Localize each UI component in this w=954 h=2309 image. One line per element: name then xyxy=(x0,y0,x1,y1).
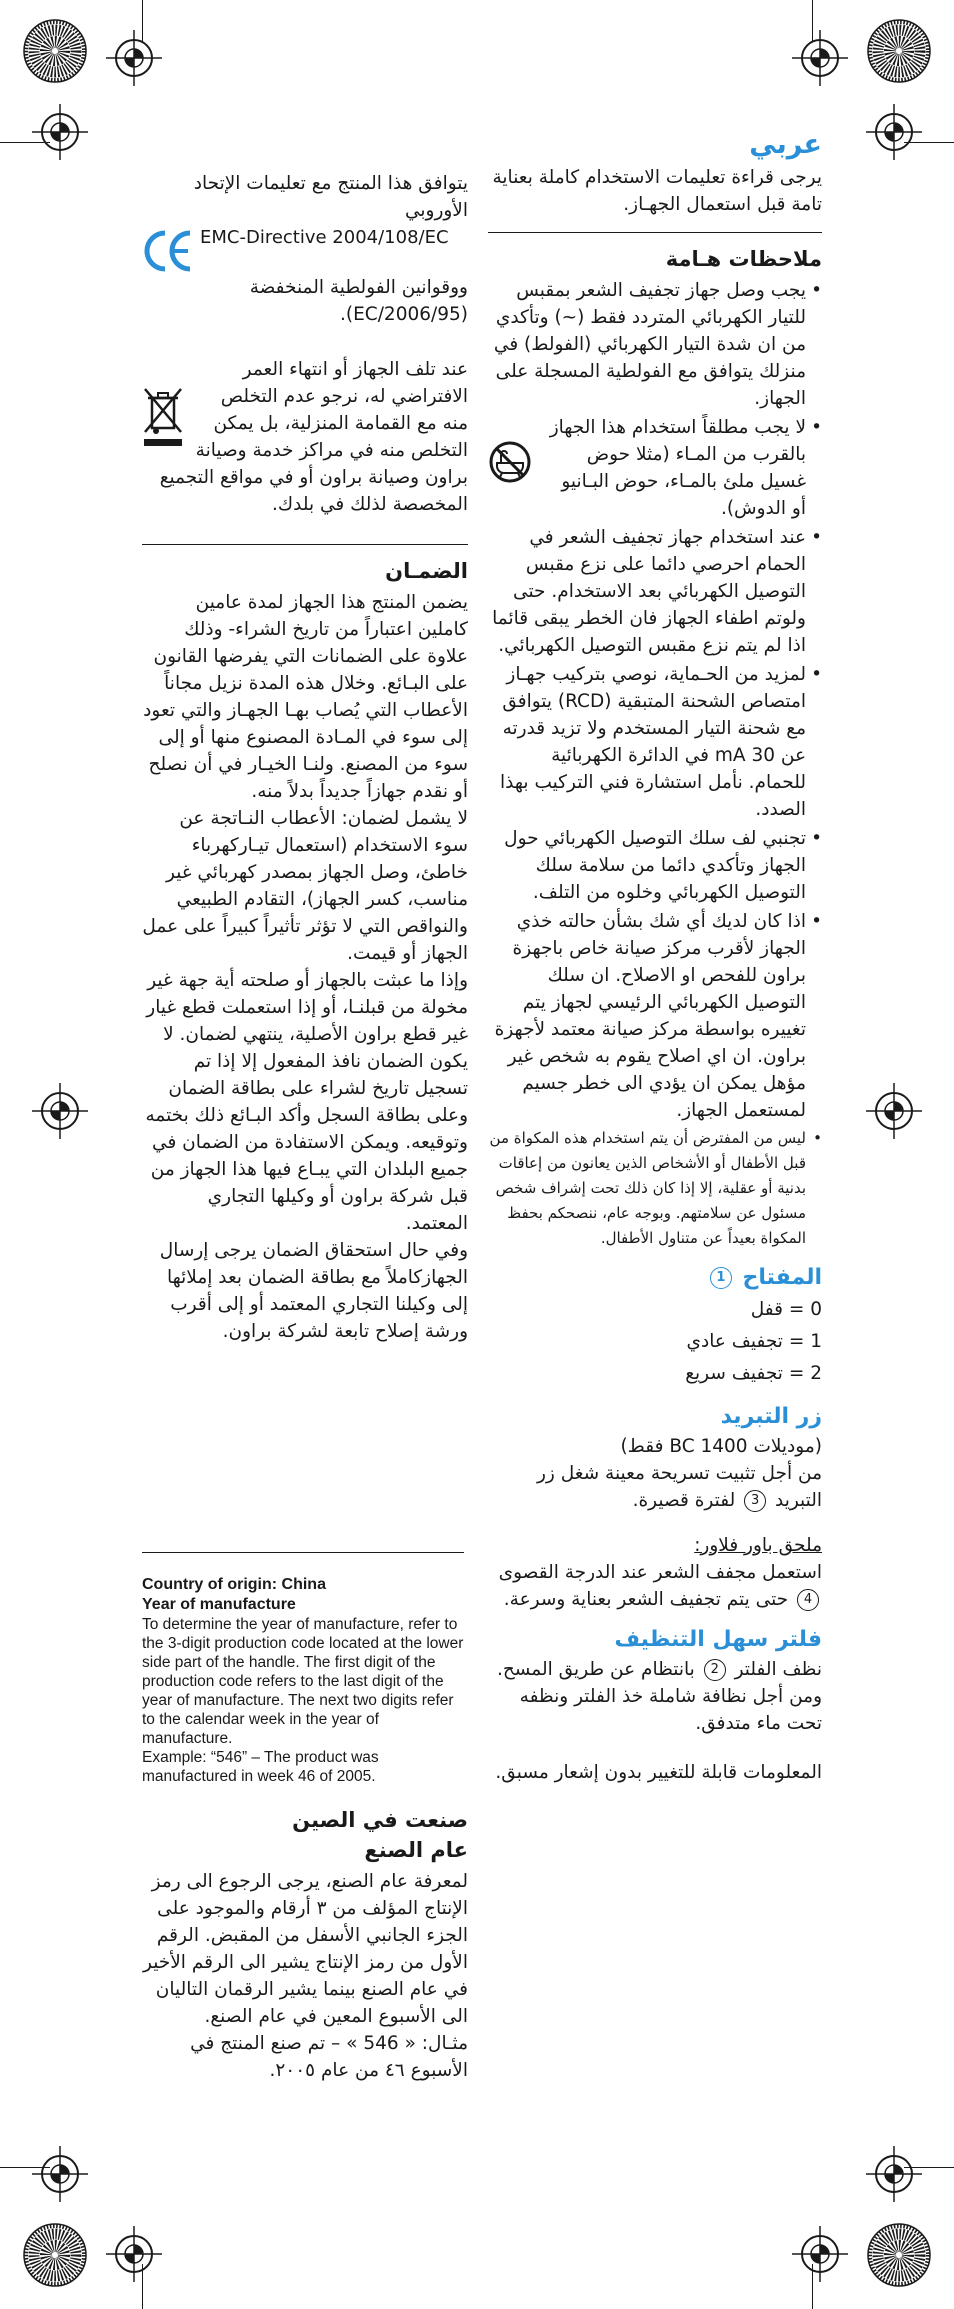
left-column xyxy=(142,170,468,1345)
crossed-bin-icon xyxy=(142,386,184,448)
registration-mark xyxy=(866,2146,922,2202)
registration-mark xyxy=(32,2146,88,2202)
no-bathtub-icon xyxy=(488,440,532,484)
list-item: • ليس من المفترض أن يتم استخدام هذه المكواة من قبل الأطفال أو الأشخاص الذين يعانون من إعاقات بدنية أو عقلية، إلا إذا كان ذلك تحت إشراف شخص مسئول عن سلامتهم. وبوجه عام، ننصحكم بحفظ المكواة بعيداً عن متناول الأطفال. xyxy=(488,1126,822,1251)
important-notes-heading: ملاحظات هـامة xyxy=(665,246,822,271)
country-of-origin-ar: صنعت في الصين xyxy=(292,1808,468,1832)
trim-line xyxy=(904,142,954,143)
divider xyxy=(142,1552,464,1553)
list-item: • يجب وصل جهاز تجفيف الشعر بمقبس للتيار الكهربائي المتردد فقط (~) وتأكدي من ان شدة التيار الكهربائي (الفولط) في منزلك يتوافق مع الفولطية المسجلة على الجهاز. xyxy=(488,277,822,412)
warranty-heading: الضمـان xyxy=(385,559,468,583)
registration-mark xyxy=(866,1083,922,1139)
accessory-label: ملحق باور فلاور: xyxy=(694,1534,822,1556)
low-voltage-directive: (2006/95/EC). xyxy=(339,304,468,325)
trim-line xyxy=(142,0,143,42)
intro-text: يرجى قراءة تعليمات الاستخدام كاملة بعناية تامة قبل استعمال الجهـاز. xyxy=(492,166,822,215)
cool-models: (موديلات BC 1400 فقط) xyxy=(620,1435,822,1457)
filter-heading: فلتر سهل التنظيف xyxy=(614,1626,822,1652)
callout-2-icon: 2 xyxy=(704,1659,726,1681)
registration-mark xyxy=(792,30,848,86)
origin-block-en xyxy=(142,1552,464,1786)
callout-4-icon: 4 xyxy=(797,1589,819,1611)
trim-line xyxy=(0,2167,50,2168)
callout-3-icon: 3 xyxy=(744,1490,766,1512)
star-target-mark xyxy=(22,2222,88,2288)
accessory-text: استعمل مجفف الشعر عند الدرجة القصوى 4 حتى يتم تجفيف الشعر بعناية وسرعة. xyxy=(498,1561,822,1610)
year-of-manufacture-label: Year of manufacture xyxy=(142,1596,296,1613)
filter-text: نظف الفلتر 2 بانتظام عن طريق المسح. xyxy=(496,1658,822,1680)
star-target-mark xyxy=(866,18,932,84)
divider xyxy=(142,544,468,545)
bath-warning-text: لا يجب مطلقاً استخدام هذا الجهاز بالقرب من المـاء (مثلا حوض غسيل ملئ بالمـاء، حوض البـانيو أو الدوش). xyxy=(549,416,806,519)
important-notes-list xyxy=(488,277,822,1251)
warranty-paragraph: وإذا ما عبثت بالجهاز أو صلحته أية جهة غير مخولة من قبلنـا، أو إذا استعملت قطع غيار غير قطع براون الأصلية، ينتهي لضمان. لا يكون الضمان نافذ المفعول إلا إذا تم تسجيل تاريخ لشراء على بطاقة الضمان وعلى بطاقة السجل وأكد البـائع ذلك بختمه وتوقيعه. ويمكن الاستفادة من الضمان في جميع البلدان التي يبـاع فيها هذا الجهاز من قبل شركة براون أو وكيلها التجاري المعتمد. xyxy=(145,970,468,1234)
emc-directive: EMC-Directive 2004/108/EC xyxy=(200,227,449,248)
star-target-mark xyxy=(22,18,88,84)
right-column xyxy=(488,130,822,1786)
star-target-mark xyxy=(866,2222,932,2288)
ce-row xyxy=(142,224,468,274)
warranty-paragraph: يضمن المنتج هذا الجهاز لمدة عامين كاملين اعتباراً من تاريخ الشراء- وذلك علاوة على الضمانات التي يفرضها القانون على البـائع. وخلال هذه المدة نزيل مجاناً الأعطاب التي يُصاب بهـا الجهـاز والتي تعود إلى سوء في المـادة المصنوع منها أو إلى سوء من المصنع. ولنـا الخيـار في أن نصلح أو نقدم جهازاً جديداً بدلاً منه. xyxy=(143,592,468,802)
trim-line xyxy=(812,2264,813,2309)
list-item: • اذا كان لديك أي شك بشأن حالته خذي الجهاز لأقرب مركز صيانة خاص باجهزة براون للفحص او الاصلاح. ان سلك التوصيل الكهربائي الرئيسي لجهاز يتم تغييره بواسطة مركز صيانة معتمد لأجهزة براون. ان اي اصلاح يقوم به شخص غير مؤهل يمكن ان يؤدي الى خطر جسيم لمستعمل الجهاز. xyxy=(488,908,822,1124)
registration-mark xyxy=(32,1083,88,1139)
cool-button-heading: زر التبريد xyxy=(720,1403,822,1429)
production-code-text: To determine the year of manufacture, refer to the 3-digit production code located at the lower side part of the handle. The first digit of the production code refers to the last digit of the year of manufacture. The next two digits refer to the calendar week in the year of manufacture. xyxy=(142,1616,464,1747)
cool-text: من أجل تثبيت تسريحة معينة شغل زر التبريد 3 لفترة قصيرة. xyxy=(536,1462,822,1511)
divider xyxy=(488,232,822,233)
trim-line xyxy=(812,0,813,42)
country-of-origin: Country of origin: China xyxy=(142,1576,326,1593)
switch-setting-normal: 1 = تجفيف عادي xyxy=(686,1330,822,1352)
list-item: • عند استخدام جهاز تجفيف الشعر في الحمام احرصي دائما على نزع مقبس التوصيل الكهربائي بعد الاستخدام. حتى ولوتم اطفاء الجهاز فان الخطر يبقى قائما اذا لم يتم نزع مقبس التوصيل الكهربائي. xyxy=(488,524,822,659)
callout-1-icon: 1 xyxy=(710,1267,732,1289)
trim-line xyxy=(904,2167,954,2168)
registration-mark xyxy=(106,30,162,86)
subject-to-change-note: المعلومات قابلة للتغيير بدون إشعار مسبق. xyxy=(495,1761,822,1783)
origin-block-ar xyxy=(142,1800,468,2084)
trim-line xyxy=(142,2264,143,2309)
compliance-text: يتوافق هذا المنتج مع تعليمات الإتحاد الأوروبي xyxy=(193,173,468,221)
registration-mark xyxy=(106,2226,162,2282)
production-code-text-ar: لمعرفة عام الصنع، يرجى الرجوع الى رمز الإنتاج المؤلف من ٣ أرقام والموجود على الجزء الجانبي الأسفل من المقبض. الرقم الأول من رمز الإنتاج يشير الى الرقم الأخير في عام الصنع بينما يشير الرقمان التاليان الى الأسبوع المعين في عام الصنع. xyxy=(143,1871,468,2027)
ce-mark-icon xyxy=(142,228,194,274)
disposal-text: عند تلف الجهاز أو انتهاء العمر الافتراضي له، نرجو عدم التخلص منه مع القمامة المنزلية، بل يمكن التخلص منه في مراكز خدمة وصيانة براون وصيانة براون أو في مواقع التجميع المخصصة لذلك في بلدك. xyxy=(159,359,468,515)
switch-heading xyxy=(488,1265,822,1290)
registration-mark xyxy=(866,104,922,160)
switch-title: المفتاح xyxy=(742,1264,822,1290)
list-item xyxy=(488,414,822,522)
disposal-block xyxy=(142,356,468,518)
trim-line xyxy=(0,142,50,143)
year-of-manufacture-ar: عام الصنع xyxy=(364,1838,468,1862)
language-title: عربي xyxy=(749,129,822,160)
switch-setting-fast: 2 = تجفيف سريع xyxy=(685,1362,822,1384)
list-item: • لمزيد من الحـماية، نوصي بتركيب جهـاز امتصاص الشحنة المتبقية (RCD) يتوافق مع شحنة التيار المستخدم ولا تزيد قدرته عن 30 mA في الدائرة الكهربائية للحمام. نأمل استشارة فني التركيب بهذا الصدد. xyxy=(488,661,822,823)
registration-mark xyxy=(32,104,88,160)
production-code-example-ar: مثـال: « 546 » – تم صنع المنتج في الأسبوع ٤٦ من عام ٢٠٠٥. xyxy=(190,2033,468,2081)
list-item: • تجنبي لف سلك التوصيل الكهربائي حول الجهاز وتأكدي دائما من سلامة سلك التوصيل الكهربائي وخلوه من التلف. xyxy=(488,825,822,906)
filter-text-2: ومن أجل نظافة شاملة خذ الفلتر ونظفه تحت ماء متدفق. xyxy=(519,1685,822,1734)
warranty-paragraph: لا يشمل لضمان: الأعطاب النـاتجة عن سوء الاستخدام (استعمال تيـاركهرباء خاطئ، وصل الجهاز بمصدر كهربائي غير مناسب، كسر الجهاز)، التقادم الطبيعي والنواقص التي لا تؤثر تأثيراً كبيراً على عمل الجهاز أو قيمت. xyxy=(142,808,468,964)
low-voltage-text: ووقوانين الفولطية المنخفضة xyxy=(249,277,468,298)
switch-setting-off: 0 = قفل xyxy=(750,1298,822,1320)
production-code-example: Example: “546” – The product was manufactured in week 46 of 2005. xyxy=(142,1749,379,1785)
registration-mark xyxy=(792,2226,848,2282)
warranty-paragraph: وفي حال استحقاق الضمان يرجى إرسال الجهازكاملاً مع بطاقة الضمان بعد إملائها إلى وكيلنا التجاري المعتمد أو إلى أقرب ورشة إصلاح تابعة لشركة براون. xyxy=(159,1240,468,1342)
